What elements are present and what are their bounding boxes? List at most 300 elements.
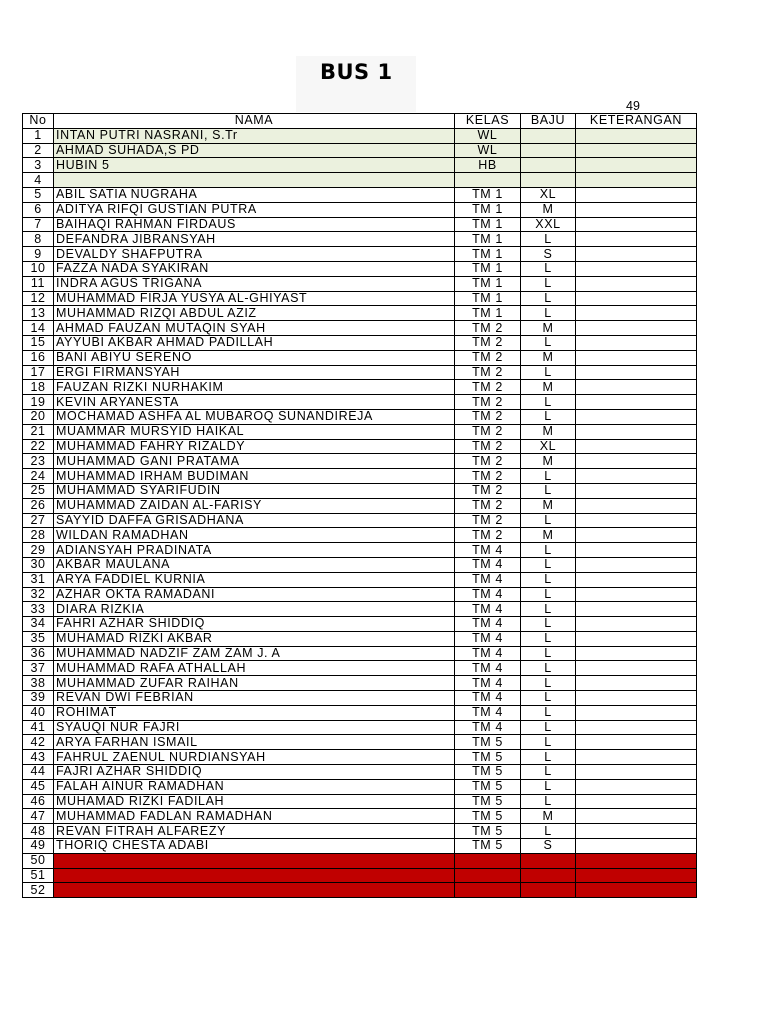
cell-no: 44 bbox=[23, 765, 54, 780]
cell-baju: S bbox=[521, 839, 576, 854]
cell-keterangan bbox=[576, 676, 697, 691]
cell-baju: M bbox=[521, 498, 576, 513]
cell-keterangan bbox=[576, 765, 697, 780]
cell-kelas: TM 1 bbox=[455, 217, 521, 232]
cell-no: 37 bbox=[23, 661, 54, 676]
cell-keterangan bbox=[576, 735, 697, 750]
cell-nama bbox=[54, 868, 455, 883]
cell-keterangan bbox=[576, 661, 697, 676]
cell-kelas: TM 5 bbox=[455, 809, 521, 824]
cell-kelas: TM 2 bbox=[455, 409, 521, 424]
cell-nama: AKBAR MAULANA bbox=[54, 557, 455, 572]
cell-kelas bbox=[455, 853, 521, 868]
table-row bbox=[23, 261, 697, 276]
table-row bbox=[23, 483, 697, 498]
cell-no: 10 bbox=[23, 261, 54, 276]
cell-nama: FALAH AINUR RAMADHAN bbox=[54, 779, 455, 794]
cell-kelas: TM 2 bbox=[455, 498, 521, 513]
table-row bbox=[23, 380, 697, 395]
total-count: 49 bbox=[626, 99, 640, 113]
cell-keterangan bbox=[576, 365, 697, 380]
cell-kelas: TM 4 bbox=[455, 602, 521, 617]
column-header-keterangan: KETERANGAN bbox=[576, 114, 697, 129]
cell-keterangan bbox=[576, 646, 697, 661]
table-row bbox=[23, 528, 697, 543]
cell-kelas: TM 2 bbox=[455, 483, 521, 498]
cell-baju: L bbox=[521, 232, 576, 247]
cell-nama: FAZZA NADA SYAKIRAN bbox=[54, 261, 455, 276]
table-row bbox=[23, 661, 697, 676]
cell-baju: L bbox=[521, 469, 576, 484]
cell-no: 48 bbox=[23, 824, 54, 839]
cell-keterangan bbox=[576, 720, 697, 735]
cell-nama: SYAUQI NUR FAJRI bbox=[54, 720, 455, 735]
cell-kelas bbox=[455, 173, 521, 188]
cell-no: 52 bbox=[23, 883, 54, 898]
cell-kelas: WL bbox=[455, 143, 521, 158]
column-header-kelas: KELAS bbox=[455, 114, 521, 129]
cell-nama: AHMAD FAUZAN MUTAQIN SYAH bbox=[54, 321, 455, 336]
table-row bbox=[23, 839, 697, 854]
cell-baju: L bbox=[521, 765, 576, 780]
cell-no: 4 bbox=[23, 173, 54, 188]
cell-nama: BAIHAQI RAHMAN FIRDAUS bbox=[54, 217, 455, 232]
cell-nama: ERGI FIRMANSYAH bbox=[54, 365, 455, 380]
cell-no: 14 bbox=[23, 321, 54, 336]
cell-baju bbox=[521, 883, 576, 898]
cell-kelas: TM 1 bbox=[455, 306, 521, 321]
cell-kelas: TM 2 bbox=[455, 335, 521, 350]
cell-keterangan bbox=[576, 602, 697, 617]
table-row bbox=[23, 350, 697, 365]
cell-no: 25 bbox=[23, 483, 54, 498]
cell-keterangan bbox=[576, 187, 697, 202]
table-row bbox=[23, 631, 697, 646]
cell-nama: WILDAN RAMADHAN bbox=[54, 528, 455, 543]
table-row bbox=[23, 691, 697, 706]
cell-nama: MUHAMMAD NADZIF ZAM ZAM J. A bbox=[54, 646, 455, 661]
cell-keterangan bbox=[576, 306, 697, 321]
cell-nama: REVAN FITRAH ALFAREZY bbox=[54, 824, 455, 839]
table-row bbox=[23, 543, 697, 558]
cell-kelas: TM 1 bbox=[455, 187, 521, 202]
cell-baju: L bbox=[521, 365, 576, 380]
cell-no: 45 bbox=[23, 779, 54, 794]
table-row bbox=[23, 720, 697, 735]
cell-baju bbox=[521, 158, 576, 173]
table-row bbox=[23, 321, 697, 336]
cell-baju: L bbox=[521, 557, 576, 572]
cell-kelas: HB bbox=[455, 158, 521, 173]
cell-nama: MUHAMMAD IRHAM BUDIMAN bbox=[54, 469, 455, 484]
cell-kelas: WL bbox=[455, 128, 521, 143]
cell-kelas bbox=[455, 868, 521, 883]
cell-no: 26 bbox=[23, 498, 54, 513]
cell-nama: DIARA RIZKIA bbox=[54, 602, 455, 617]
cell-nama: MUHAMAD RIZKI FADILAH bbox=[54, 794, 455, 809]
cell-keterangan bbox=[576, 424, 697, 439]
cell-kelas: TM 1 bbox=[455, 202, 521, 217]
cell-kelas: TM 4 bbox=[455, 631, 521, 646]
cell-baju bbox=[521, 868, 576, 883]
cell-baju: L bbox=[521, 779, 576, 794]
cell-keterangan bbox=[576, 705, 697, 720]
table-row bbox=[23, 557, 697, 572]
table-row bbox=[23, 291, 697, 306]
cell-baju: S bbox=[521, 247, 576, 262]
table-row bbox=[23, 868, 697, 883]
table-row bbox=[23, 779, 697, 794]
cell-kelas: TM 2 bbox=[455, 321, 521, 336]
cell-baju: XXL bbox=[521, 217, 576, 232]
cell-no: 33 bbox=[23, 602, 54, 617]
cell-baju: L bbox=[521, 676, 576, 691]
cell-keterangan bbox=[576, 617, 697, 632]
cell-no: 34 bbox=[23, 617, 54, 632]
cell-baju: L bbox=[521, 705, 576, 720]
cell-baju: L bbox=[521, 276, 576, 291]
table-row bbox=[23, 883, 697, 898]
cell-nama: FAHRUL ZAENUL NURDIANSYAH bbox=[54, 750, 455, 765]
cell-keterangan bbox=[576, 128, 697, 143]
cell-baju bbox=[521, 128, 576, 143]
cell-keterangan bbox=[576, 809, 697, 824]
cell-keterangan bbox=[576, 321, 697, 336]
cell-no: 27 bbox=[23, 513, 54, 528]
table-row bbox=[23, 424, 697, 439]
table-row bbox=[23, 587, 697, 602]
cell-nama: AHMAD SUHADA,S PD bbox=[54, 143, 455, 158]
cell-keterangan bbox=[576, 350, 697, 365]
cell-no: 38 bbox=[23, 676, 54, 691]
cell-keterangan bbox=[576, 543, 697, 558]
cell-nama: SAYYID DAFFA GRISADHANA bbox=[54, 513, 455, 528]
cell-baju: L bbox=[521, 306, 576, 321]
cell-keterangan bbox=[576, 868, 697, 883]
table-row bbox=[23, 158, 697, 173]
cell-baju: M bbox=[521, 202, 576, 217]
cell-keterangan bbox=[576, 247, 697, 262]
cell-keterangan bbox=[576, 261, 697, 276]
table-row bbox=[23, 824, 697, 839]
cell-nama: ARYA FADDIEL KURNIA bbox=[54, 572, 455, 587]
table-row bbox=[23, 617, 697, 632]
cell-kelas: TM 4 bbox=[455, 572, 521, 587]
cell-no: 24 bbox=[23, 469, 54, 484]
cell-no: 42 bbox=[23, 735, 54, 750]
cell-no: 51 bbox=[23, 868, 54, 883]
cell-baju: L bbox=[521, 261, 576, 276]
cell-baju: XL bbox=[521, 187, 576, 202]
cell-no: 43 bbox=[23, 750, 54, 765]
cell-kelas: TM 4 bbox=[455, 646, 521, 661]
cell-nama: MUHAMAD RIZKI AKBAR bbox=[54, 631, 455, 646]
table-row bbox=[23, 128, 697, 143]
cell-keterangan bbox=[576, 572, 697, 587]
cell-kelas: TM 2 bbox=[455, 454, 521, 469]
cell-nama: MUHAMMAD FIRJA YUSYA AL-GHIYAST bbox=[54, 291, 455, 306]
cell-nama: DEFANDRA JIBRANSYAH bbox=[54, 232, 455, 247]
cell-kelas: TM 5 bbox=[455, 735, 521, 750]
table-row bbox=[23, 513, 697, 528]
cell-nama: MUHAMMAD FAHRY RIZALDY bbox=[54, 439, 455, 454]
cell-baju: M bbox=[521, 321, 576, 336]
cell-baju: L bbox=[521, 587, 576, 602]
table-row bbox=[23, 143, 697, 158]
cell-kelas: TM 5 bbox=[455, 824, 521, 839]
cell-nama: ABIL SATIA NUGRAHA bbox=[54, 187, 455, 202]
cell-kelas: TM 2 bbox=[455, 424, 521, 439]
cell-baju: L bbox=[521, 602, 576, 617]
cell-no: 15 bbox=[23, 335, 54, 350]
table-row bbox=[23, 705, 697, 720]
table-row bbox=[23, 409, 697, 424]
cell-no: 28 bbox=[23, 528, 54, 543]
cell-nama: MUHAMMAD RIZQI ABDUL AZIZ bbox=[54, 306, 455, 321]
cell-no: 49 bbox=[23, 839, 54, 854]
cell-kelas: TM 2 bbox=[455, 395, 521, 410]
cell-keterangan bbox=[576, 839, 697, 854]
cell-kelas bbox=[455, 883, 521, 898]
cell-no: 35 bbox=[23, 631, 54, 646]
cell-kelas: TM 4 bbox=[455, 720, 521, 735]
cell-kelas: TM 1 bbox=[455, 261, 521, 276]
cell-nama: ROHIMAT bbox=[54, 705, 455, 720]
cell-keterangan bbox=[576, 439, 697, 454]
cell-baju bbox=[521, 173, 576, 188]
cell-nama: ADITYA RIFQI GUSTIAN PUTRA bbox=[54, 202, 455, 217]
cell-keterangan bbox=[576, 409, 697, 424]
cell-baju: L bbox=[521, 691, 576, 706]
cell-kelas: TM 1 bbox=[455, 276, 521, 291]
cell-kelas: TM 1 bbox=[455, 291, 521, 306]
cell-baju: L bbox=[521, 617, 576, 632]
cell-nama: AZHAR OKTA RAMADANI bbox=[54, 587, 455, 602]
table-row bbox=[23, 306, 697, 321]
cell-no: 1 bbox=[23, 128, 54, 143]
cell-nama: REVAN DWI FEBRIAN bbox=[54, 691, 455, 706]
table-row bbox=[23, 247, 697, 262]
cell-no: 39 bbox=[23, 691, 54, 706]
bus-roster-table bbox=[22, 113, 697, 898]
cell-keterangan bbox=[576, 883, 697, 898]
table-row bbox=[23, 202, 697, 217]
cell-kelas: TM 5 bbox=[455, 765, 521, 780]
cell-kelas: TM 2 bbox=[455, 365, 521, 380]
table-row bbox=[23, 809, 697, 824]
cell-kelas: TM 4 bbox=[455, 676, 521, 691]
cell-no: 5 bbox=[23, 187, 54, 202]
table-row bbox=[23, 765, 697, 780]
cell-keterangan bbox=[576, 143, 697, 158]
cell-baju bbox=[521, 143, 576, 158]
cell-nama: HUBIN 5 bbox=[54, 158, 455, 173]
cell-nama bbox=[54, 173, 455, 188]
cell-kelas: TM 5 bbox=[455, 839, 521, 854]
table-row bbox=[23, 676, 697, 691]
cell-nama: DEVALDY SHAFPUTRA bbox=[54, 247, 455, 262]
cell-kelas: TM 1 bbox=[455, 247, 521, 262]
cell-kelas: TM 2 bbox=[455, 469, 521, 484]
cell-baju: L bbox=[521, 661, 576, 676]
cell-keterangan bbox=[576, 513, 697, 528]
cell-no: 6 bbox=[23, 202, 54, 217]
cell-no: 41 bbox=[23, 720, 54, 735]
cell-no: 18 bbox=[23, 380, 54, 395]
cell-nama: MUAMMAR MURSYID HAIKAL bbox=[54, 424, 455, 439]
table-row bbox=[23, 498, 697, 513]
column-header-baju: BAJU bbox=[521, 114, 576, 129]
cell-baju: M bbox=[521, 350, 576, 365]
cell-no: 17 bbox=[23, 365, 54, 380]
cell-keterangan bbox=[576, 291, 697, 306]
cell-nama: FAJRI AZHAR SHIDDIQ bbox=[54, 765, 455, 780]
cell-nama: BANI ABIYU SERENO bbox=[54, 350, 455, 365]
cell-nama: KEVIN ARYANESTA bbox=[54, 395, 455, 410]
cell-keterangan bbox=[576, 469, 697, 484]
table-row bbox=[23, 794, 697, 809]
cell-keterangan bbox=[576, 779, 697, 794]
table-row bbox=[23, 365, 697, 380]
cell-nama: MUHAMMAD GANI PRATAMA bbox=[54, 454, 455, 469]
cell-no: 30 bbox=[23, 557, 54, 572]
cell-no: 23 bbox=[23, 454, 54, 469]
table-row bbox=[23, 602, 697, 617]
cell-kelas: TM 2 bbox=[455, 528, 521, 543]
table-row bbox=[23, 853, 697, 868]
cell-no: 46 bbox=[23, 794, 54, 809]
cell-kelas: TM 2 bbox=[455, 439, 521, 454]
cell-kelas: TM 4 bbox=[455, 543, 521, 558]
cell-keterangan bbox=[576, 276, 697, 291]
cell-no: 16 bbox=[23, 350, 54, 365]
cell-keterangan bbox=[576, 217, 697, 232]
cell-keterangan bbox=[576, 202, 697, 217]
cell-baju: L bbox=[521, 483, 576, 498]
table-row bbox=[23, 395, 697, 410]
cell-kelas: TM 4 bbox=[455, 617, 521, 632]
cell-kelas: TM 2 bbox=[455, 350, 521, 365]
column-header-no: No bbox=[23, 114, 54, 129]
table-body bbox=[23, 128, 697, 897]
table-row bbox=[23, 173, 697, 188]
table-row bbox=[23, 187, 697, 202]
cell-kelas: TM 2 bbox=[455, 380, 521, 395]
table-row bbox=[23, 232, 697, 247]
cell-keterangan bbox=[576, 794, 697, 809]
cell-baju: L bbox=[521, 750, 576, 765]
cell-kelas: TM 4 bbox=[455, 557, 521, 572]
cell-keterangan bbox=[576, 395, 697, 410]
table-row bbox=[23, 439, 697, 454]
cell-baju: M bbox=[521, 424, 576, 439]
table-row bbox=[23, 572, 697, 587]
cell-nama: MUHAMMAD ZUFAR RAIHAN bbox=[54, 676, 455, 691]
cell-baju: L bbox=[521, 735, 576, 750]
table-row bbox=[23, 646, 697, 661]
cell-baju: M bbox=[521, 380, 576, 395]
cell-nama: MUHAMMAD ZAIDAN AL-FARISY bbox=[54, 498, 455, 513]
cell-kelas: TM 2 bbox=[455, 513, 521, 528]
cell-baju: L bbox=[521, 513, 576, 528]
cell-no: 29 bbox=[23, 543, 54, 558]
cell-baju: M bbox=[521, 528, 576, 543]
cell-nama: MOCHAMAD ASHFA AL MUBAROQ SUNANDIREJA bbox=[54, 409, 455, 424]
cell-no: 31 bbox=[23, 572, 54, 587]
cell-kelas: TM 4 bbox=[455, 691, 521, 706]
cell-no: 50 bbox=[23, 853, 54, 868]
cell-keterangan bbox=[576, 853, 697, 868]
cell-keterangan bbox=[576, 335, 697, 350]
table-row bbox=[23, 454, 697, 469]
cell-keterangan bbox=[576, 483, 697, 498]
cell-nama: FAUZAN RIZKI NURHAKIM bbox=[54, 380, 455, 395]
cell-no: 11 bbox=[23, 276, 54, 291]
cell-no: 12 bbox=[23, 291, 54, 306]
cell-baju: M bbox=[521, 809, 576, 824]
cell-baju: L bbox=[521, 646, 576, 661]
cell-keterangan bbox=[576, 158, 697, 173]
cell-kelas: TM 5 bbox=[455, 750, 521, 765]
cell-kelas: TM 4 bbox=[455, 705, 521, 720]
cell-nama: MUHAMMAD FADLAN RAMADHAN bbox=[54, 809, 455, 824]
cell-kelas: TM 5 bbox=[455, 779, 521, 794]
cell-baju: L bbox=[521, 572, 576, 587]
cell-no: 20 bbox=[23, 409, 54, 424]
table-row bbox=[23, 750, 697, 765]
cell-baju: M bbox=[521, 454, 576, 469]
cell-nama: INDRA AGUS TRIGANA bbox=[54, 276, 455, 291]
cell-keterangan bbox=[576, 824, 697, 839]
cell-baju: L bbox=[521, 409, 576, 424]
cell-kelas: TM 4 bbox=[455, 661, 521, 676]
cell-baju: L bbox=[521, 631, 576, 646]
cell-keterangan bbox=[576, 498, 697, 513]
cell-keterangan bbox=[576, 750, 697, 765]
cell-keterangan bbox=[576, 587, 697, 602]
cell-keterangan bbox=[576, 691, 697, 706]
cell-kelas: TM 4 bbox=[455, 587, 521, 602]
cell-nama: MUHAMMAD RAFA ATHALLAH bbox=[54, 661, 455, 676]
cell-no: 2 bbox=[23, 143, 54, 158]
cell-keterangan bbox=[576, 173, 697, 188]
cell-baju bbox=[521, 853, 576, 868]
table-row bbox=[23, 469, 697, 484]
cell-nama: FAHRI AZHAR SHIDDIQ bbox=[54, 617, 455, 632]
column-header-nama: NAMA bbox=[54, 114, 455, 129]
table-row bbox=[23, 335, 697, 350]
table-row bbox=[23, 276, 697, 291]
cell-keterangan bbox=[576, 454, 697, 469]
cell-keterangan bbox=[576, 380, 697, 395]
cell-no: 19 bbox=[23, 395, 54, 410]
cell-no: 21 bbox=[23, 424, 54, 439]
cell-kelas: TM 1 bbox=[455, 232, 521, 247]
cell-no: 47 bbox=[23, 809, 54, 824]
cell-no: 40 bbox=[23, 705, 54, 720]
cell-baju: L bbox=[521, 335, 576, 350]
cell-nama bbox=[54, 853, 455, 868]
cell-nama: AYYUBI AKBAR AHMAD PADILLAH bbox=[54, 335, 455, 350]
cell-nama: ADIANSYAH PRADINATA bbox=[54, 543, 455, 558]
cell-no: 8 bbox=[23, 232, 54, 247]
cell-nama: MUHAMMAD SYARIFUDIN bbox=[54, 483, 455, 498]
cell-no: 7 bbox=[23, 217, 54, 232]
cell-no: 13 bbox=[23, 306, 54, 321]
cell-no: 22 bbox=[23, 439, 54, 454]
cell-no: 36 bbox=[23, 646, 54, 661]
cell-baju: L bbox=[521, 720, 576, 735]
